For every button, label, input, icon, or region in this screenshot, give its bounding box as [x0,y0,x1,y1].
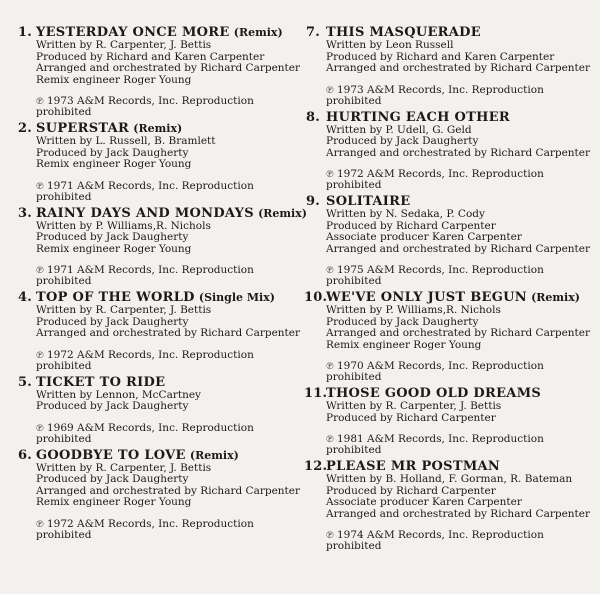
track-version-note: (Remix) [133,122,183,135]
track-title-line [326,195,596,209]
track-title-line [36,122,300,136]
copyright-notice [326,265,596,287]
track-title-line [36,26,300,40]
track-number: 8. [306,109,320,125]
credit-line: Arranged and orchestrated by Richard Carpenter [326,146,590,159]
credit-line: Produced by Richard Carpenter [326,411,496,424]
track-title: PLEASE MR POSTMAN [326,459,501,474]
credit-line: Associate producer Karen Carpenter [326,496,522,508]
copyright-notice [36,350,300,372]
phonogram-icon: ℗ [326,265,334,276]
track-entry [304,111,596,192]
track-entry [14,26,300,118]
track-title-line [326,26,596,40]
copyright-notice [326,434,596,456]
phonogram-icon: ℗ [326,361,334,372]
track-entry [304,26,596,107]
credit-line: Written by Leon Russell [326,39,454,51]
track-version-note: (Remix) [189,448,239,462]
copyright-notice [326,85,596,107]
copyright-text: 1975 A&M Records, Inc. Reproduction prohibited [326,264,544,287]
credit-line: Produced by Jack Daugherty [326,135,479,147]
track-number: 11. [304,386,328,401]
credit-line: Written by P. Udell, G. Geld [326,123,472,136]
copyright-text: 1969 A&M Records, Inc. Reproduction prohibited [36,421,254,445]
track-number: 5. [18,374,32,390]
credit-line: Written by R. Carpenter, J. Bettis [36,304,212,316]
track-number: 3. [18,205,32,221]
credit-line: Produced by Jack Daugherty [36,231,189,243]
track-number: 1. [18,25,32,40]
credit-line: Produced by Richard Carpenter [326,219,496,232]
track-title-line [36,449,300,463]
track-number: 6. [18,447,32,463]
track-title-line [326,387,596,401]
copyright-text: 1973 A&M Records, Inc. Reproduction prohibited [326,83,544,107]
credit-line: Remix engineer Roger Young [36,242,192,255]
copyright-notice [326,530,596,552]
track-number: 4. [18,290,32,305]
phonogram-icon: ℗ [36,96,44,107]
phonogram-icon: ℗ [36,180,44,192]
track-entry [304,460,596,552]
credit-line: Remix engineer Roger Young [326,338,482,351]
copyright-notice [36,181,300,203]
track-entry [304,195,596,287]
track-entry [304,387,596,456]
credit-line: Written by N. Sedaka, P. Cody [326,208,485,220]
phonogram-icon: ℗ [326,434,334,445]
track-list-right-column [304,26,596,552]
copyright-text: 1981 A&M Records, Inc. Reproduction prohibited [326,433,544,456]
credit-line: Remix engineer Roger Young [36,496,192,508]
track-title: THOSE GOOD OLD DREAMS [326,386,542,401]
phonogram-icon: ℗ [36,422,44,434]
credit-line: Written by R. Carpenter, J. Bettis [326,400,502,412]
credit-line: Produced by Jack Daugherty [36,315,189,328]
track-title: HURTING EACH OTHER [326,109,511,125]
credit-line: Produced by Richard and Karen Carpenter [326,50,555,63]
track-entry [14,205,307,288]
track-version-note: (Single Mix) [198,291,275,304]
track-title-line [36,291,300,305]
track-entry [304,291,596,383]
track-title-line [36,205,307,221]
track-version-note: (Remix) [258,206,307,220]
credit-line: Produced by Richard and Karen Carpenter [36,50,265,63]
copyright-notice [36,265,300,287]
track-title-line [326,291,596,305]
credit-line: Arranged and orchestrated by Richard Carpenter [326,327,590,339]
credit-line: Remix engineer Roger Young [36,73,192,86]
credit-line: Written by B. Holland, F. Gorman, R. Bateman [326,473,573,485]
track-list-left-column [14,25,307,541]
track-title: YESTERDAY ONCE MORE [36,25,230,40]
track-number: 2. [18,121,32,136]
track-title: WE'VE ONLY JUST BEGUN [326,290,527,305]
credit-line: Produced by Richard Carpenter [326,484,496,497]
credit-line: Produced by Jack Daugherty [36,146,189,159]
credit-line: Arranged and orchestrated by Richard Carpenter [36,327,300,339]
credit-line: Written by P. Williams,R. Nichols [326,304,501,316]
phonogram-icon: ℗ [326,530,334,541]
copyright-text: 1973 A&M Records, Inc. Reproduction prohibited [36,95,254,118]
track-version-note: (Remix) [531,291,581,304]
credit-line: Produced by Jack Daugherty [36,400,189,412]
credit-line: Arranged and orchestrated by Richard Carpenter [36,62,300,74]
copyright-notice [326,361,596,383]
copyright-text: 1972 A&M Records, Inc. Reproduction prohibited [36,348,254,372]
track-title: RAINY DAYS AND MONDAYS [36,205,254,221]
credit-line: Arranged and orchestrated by Richard Carpenter [326,507,590,520]
credit-line: Written by R. Carpenter, J. Bettis [36,461,212,474]
credit-line: Written by P. Williams,R. Nichols [36,219,211,232]
track-title: SUPERSTAR [36,121,130,136]
track-title: TICKET TO RIDE [36,374,166,390]
track-entry [14,376,300,445]
copyright-text: 1974 A&M Records, Inc. Reproduction prohibited [326,529,544,552]
track-version-note: (Remix) [233,26,283,39]
track-title: GOODBYE TO LOVE [36,447,186,463]
track-title-line [326,111,596,125]
credit-line: Arranged and orchestrated by Richard Carpenter [326,242,590,255]
copyright-notice [36,96,300,118]
track-number: 12. [304,459,328,474]
track-entry [14,449,300,541]
credit-line: Associate producer Karen Carpenter [326,231,522,243]
copyright-text: 1972 A&M Records, Inc. Reproduction prohibited [36,517,254,541]
copyright-notice [326,169,596,191]
track-number: 9. [306,194,320,209]
credit-line: Arranged and orchestrated by Richard Carpenter [326,62,590,74]
credit-line: Written by L. Russell, B. Bramlett [36,135,216,147]
phonogram-icon: ℗ [326,169,334,180]
track-entry [14,122,300,203]
credit-line: Written by R. Carpenter, J. Bettis [36,39,212,51]
copyright-text: 1970 A&M Records, Inc. Reproduction prohibited [326,360,544,383]
copyright-text: 1971 A&M Records, Inc. Reproduction prohibited [36,179,254,203]
copyright-notice [36,423,300,445]
credit-line: Remix engineer Roger Young [36,158,192,170]
copyright-text: 1972 A&M Records, Inc. Reproduction prohibited [326,168,544,191]
track-number: 10. [304,290,328,305]
track-title: SOLITAIRE [326,194,411,209]
track-title: TOP OF THE WORLD [36,290,195,305]
track-title: THIS MASQUERADE [326,25,481,40]
credit-line: Arranged and orchestrated by Richard Carpenter [36,484,300,497]
credit-line: Produced by Jack Daugherty [326,315,479,328]
track-number: 7. [306,25,320,40]
phonogram-icon: ℗ [36,518,44,530]
track-entry [14,291,300,372]
copyright-notice [36,519,300,541]
track-title-line [36,376,300,390]
track-title-line [326,460,596,474]
phonogram-icon: ℗ [36,349,44,361]
credit-line: Written by Lennon, McCartney [36,388,201,401]
credit-line: Produced by Jack Daugherty [36,473,189,485]
phonogram-icon: ℗ [326,84,334,96]
copyright-text: 1971 A&M Records, Inc. Reproduction prohibited [36,264,254,287]
phonogram-icon: ℗ [36,265,44,276]
